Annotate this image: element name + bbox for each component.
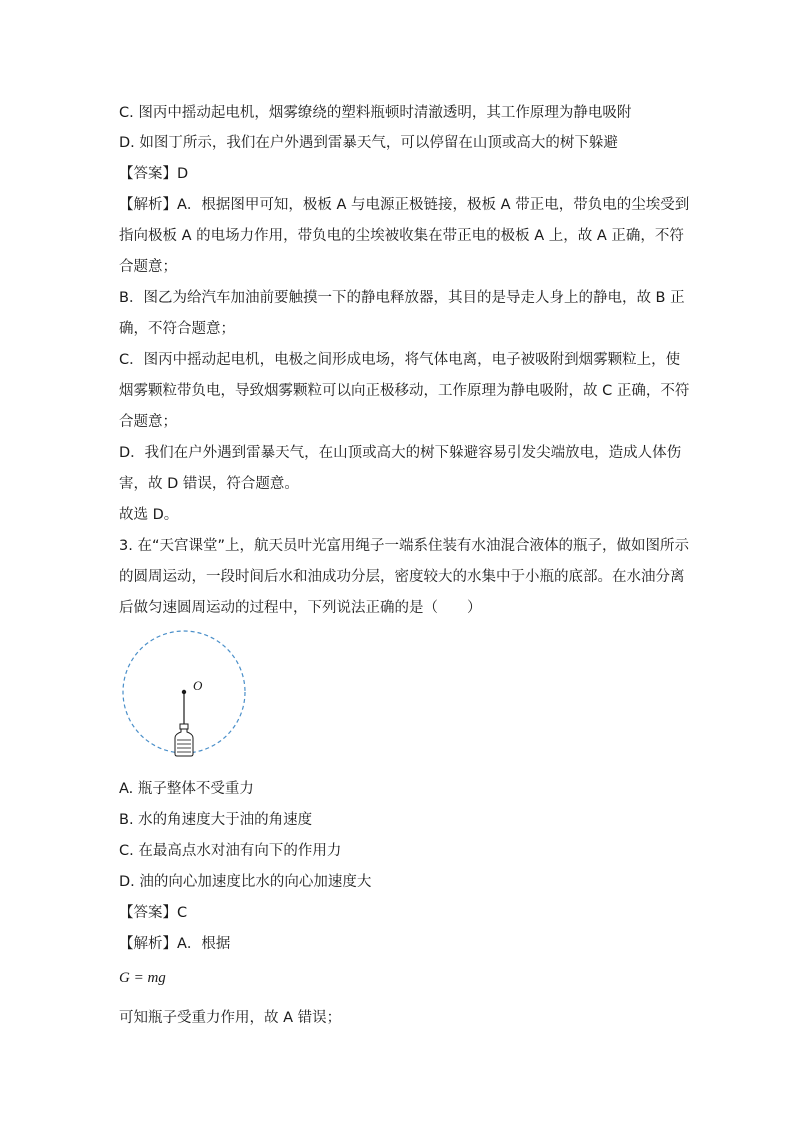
option-a: A. 瓶子整体不受重力	[119, 781, 254, 797]
option-c: C. 在最高点水对油有向下的作用力	[119, 843, 342, 859]
analysis-line-8: 合题意；	[119, 414, 177, 430]
bottle-icon	[175, 724, 193, 756]
analysis-line-3: 合题意；	[119, 259, 177, 275]
option-c-prev: C. 图丙中摇动起电机，烟雾缭绕的塑料瓶顿时清澈透明，其工作原理为静电吸附	[119, 105, 632, 121]
circular-motion-figure	[119, 628, 249, 758]
question-3-line-2: 的圆周运动，一段时间后水和油成功分层，密度较大的水集中于小瓶的底部。在水油分离	[119, 569, 685, 585]
analysis-line-4: B．图乙为给汽车加油前要触摸一下的静电释放器，其目的是导走人身上的静电，故 B 正	[119, 290, 685, 306]
option-d: D. 油的向心加速度比水的向心加速度大	[119, 874, 372, 890]
question-3-line-3: 后做匀速圆周运动的过程中，下列说法正确的是（ ）	[119, 600, 482, 616]
formula: G = mg	[119, 970, 166, 986]
choice-conclusion: 故选 D。	[119, 507, 179, 523]
analysis-line-6: C．图丙中摇动起电机，电极之间形成电场，将气体电离，电子被吸附到烟雾颗粒上，使	[119, 352, 681, 368]
analysis-line-2: 指向极板 A 的电场力作用，带负电的尘埃被收集在带正电的极板 A 上，故 A 正确，不符	[119, 228, 684, 244]
analysis-line-10: 害，故 D 错误，符合题意。	[119, 476, 299, 492]
analysis-line-9: D．我们在户外遇到雷暴天气，在山顶或高大的树下躲避容易引发尖端放电，造成人体伤	[119, 445, 682, 461]
option-d-prev: D. 如图丁所示，我们在户外遇到雷暴天气，可以停留在山顶或高大的树下躲避	[119, 135, 618, 151]
analysis-line-1: 【解析】A．根据图甲可知，极板 A 与电源正极链接，极板 A 带正电，带负电的尘埃受到	[119, 197, 690, 213]
analysis-line-7: 烟雾颗粒带负电，导致烟雾颗粒可以向正极移动，工作原理为静电吸附，故 C 正确，不符	[119, 383, 690, 399]
analysis-conclusion: 可知瓶子受重力作用，故 A 错误；	[119, 1010, 342, 1026]
analysis-line-5: 确，不符合题意；	[119, 321, 235, 337]
analysis-start: 【解析】A．根据	[119, 936, 231, 952]
answer: 【答案】C	[119, 905, 188, 921]
center-label: O	[193, 678, 203, 693]
question-3-line-1: 3. 在“天宫课堂”上，航天员叶光富用绳子一端系住装有水油混合液体的瓶子，做如图所示	[119, 538, 689, 554]
option-b: B. 水的角速度大于油的角速度	[119, 812, 313, 828]
answer-prev: 【答案】D	[119, 166, 189, 182]
